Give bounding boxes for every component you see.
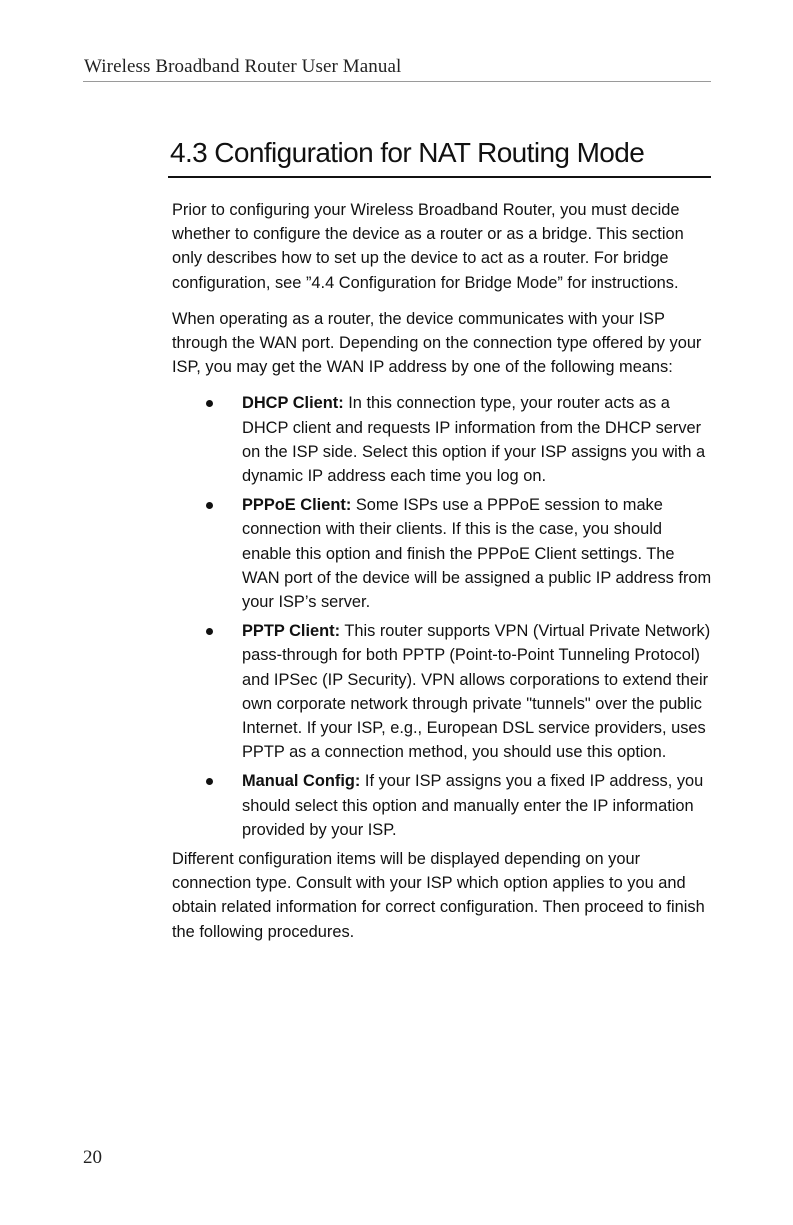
- closing-paragraph: Different configuration items will be displayed depending on your connection type. Consult with your ISP which option applies to you and obtain related information for correct configuration. Then proceed to finish the following procedures.: [172, 850, 705, 941]
- bullet-dot-icon: [206, 400, 213, 407]
- router-mode-paragraph: When operating as a router, the device communicates with your ISP through the WAN port. Depending on the connection type offered by your ISP, you may get the WAN IP address by one of the following means:: [172, 309, 702, 377]
- section-body: [172, 198, 712, 956]
- title-divider: [168, 176, 711, 178]
- section-title: 4.3 Configuration for NAT Routing Mode: [170, 137, 645, 168]
- page-number: 20: [83, 1147, 102, 1168]
- list-item-manual-config: [172, 769, 712, 842]
- term-pptp-client: PPTP Client:: [242, 622, 341, 641]
- connection-type-list: [172, 391, 712, 842]
- description-pptp-client: This router supports VPN (Virtual Private Network) pass-through for both PPTP (Point-to-Point Tunneling Protocol) and IPSec (IP Security). VPN allows corporations to extend their own corporate network through private "tunnels" over the public Internet. If your ISP, e.g., European DSL service providers, uses PPTP as a connection method, you should use this option.: [242, 622, 711, 762]
- description-pppoe-client: Some ISPs use a PPPoE session to make connection with their clients. If this is the case, you should enable this option and finish the PPPoE Client settings. The WAN port of the device will be assigned a public IP address from your ISP’s server.: [242, 496, 712, 612]
- list-item-dhcp-client: [172, 391, 712, 488]
- term-manual-config: Manual Config:: [242, 772, 361, 791]
- intro-paragraph: Prior to configuring your Wireless Broadband Router, you must decide whether to configure the device as a router or as a bridge. This section only describes how to set up the device to act as a router. For bridge configuration, see ”4.4 Configuration for Bridge Mode” for instructions.: [172, 201, 684, 292]
- list-item-pppoe-client: [172, 493, 712, 614]
- running-header-title: Wireless Broadband Router User Manual: [84, 56, 402, 77]
- term-pppoe-client: PPPoE Client:: [242, 496, 352, 515]
- header-divider: [83, 81, 711, 82]
- description-manual-config: If your ISP assigns you a fixed IP address, you should select this option and manually enter the IP information provided by your ISP.: [242, 772, 704, 839]
- term-dhcp-client: DHCP Client:: [242, 394, 344, 413]
- list-item-pptp-client: [172, 619, 712, 764]
- description-dhcp-client: In this connection type, your router acts as a DHCP client and requests IP information from the DHCP server on the ISP side. Select this option if your ISP assigns you with a dynamic IP address each time you log on.: [242, 394, 706, 486]
- bullet-dot-icon: [206, 502, 213, 509]
- bullet-dot-icon: [206, 628, 213, 635]
- bullet-dot-icon: [206, 778, 213, 785]
